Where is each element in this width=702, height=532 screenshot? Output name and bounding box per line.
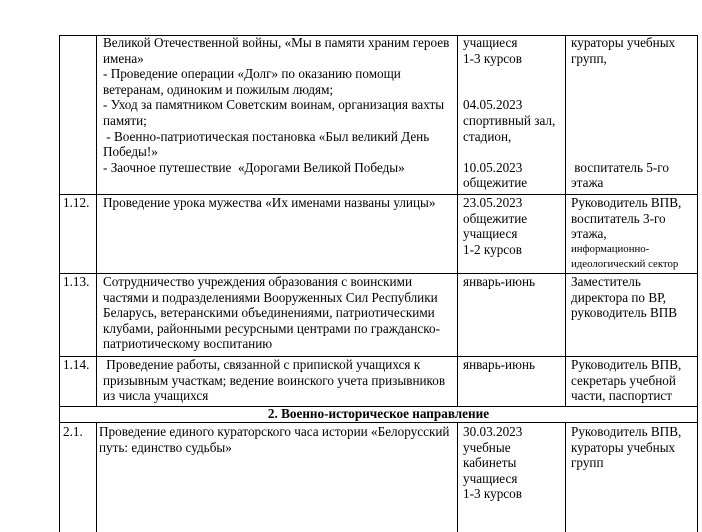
table-border: [457, 35, 458, 406]
event-description: патриотическому воспитанию: [103, 336, 273, 352]
event-responsible: информационно-: [571, 242, 650, 255]
event-responsible: руководитель ВПВ: [571, 305, 678, 321]
event-responsible: воспитатель 5-го: [571, 159, 669, 175]
event-description: путь: единство судьбы»: [99, 439, 232, 455]
table-border: [565, 422, 566, 532]
event-date-place: общежитие: [463, 175, 528, 191]
event-description: призывным участкам; ведение воинского учета призывников: [103, 372, 446, 388]
event-description: памяти;: [103, 113, 147, 128]
event-date-place: учащиеся: [463, 226, 518, 242]
event-date-place: общежитие: [463, 210, 528, 226]
row-number: 1.13.: [63, 274, 90, 289]
table-border: [96, 422, 97, 532]
event-date-place: учащиеся: [463, 470, 518, 486]
event-date-place: 04.05.2023: [463, 97, 523, 113]
event-description: - Уход за памятником Советским воинам, организация вахты: [103, 97, 445, 113]
event-description: имена»: [103, 50, 144, 66]
event-description: ветеранам, одиноким и пожилым людям;: [103, 81, 334, 97]
event-description: Сотрудничество учреждения образования с воинскими: [103, 274, 413, 289]
event-description: клубами, районными ресурсными центрами по гражданско-: [103, 320, 441, 336]
event-responsible: Руководитель ВПВ,: [571, 424, 682, 439]
table-border: [697, 35, 698, 532]
event-responsible: идеологический сектор: [571, 258, 679, 271]
event-date-place: 30.03.2023: [463, 424, 523, 439]
event-responsible: Руководитель ВПВ,: [571, 357, 682, 372]
event-date-place: январь-июнь: [463, 274, 536, 289]
table-border: [96, 35, 97, 406]
event-date-place: спортивный зал,: [463, 113, 556, 128]
event-responsible: этажа,: [571, 226, 607, 242]
event-date-place: 1-2 курсов: [463, 241, 522, 257]
table-border: [59, 35, 60, 532]
row-number: 1.12.: [63, 195, 90, 210]
event-description: Проведение урока мужества «Их именами названы улицы»: [103, 195, 436, 210]
event-description: - Заочное путешествие «Дорогами Великой Победы»: [103, 159, 405, 175]
event-date-place: кабинеты: [463, 455, 517, 471]
row-number: 1.14.: [63, 357, 90, 372]
event-responsible: кураторы учебных: [571, 439, 676, 455]
event-responsible: кураторы учебных: [571, 35, 676, 50]
event-date-place: 1-3 курсов: [463, 50, 522, 66]
event-responsible: этажа: [571, 175, 604, 191]
event-description: Победы!»: [103, 144, 158, 160]
event-date-place: 1-3 курсов: [463, 486, 522, 502]
event-description: из числа учащихся: [103, 388, 209, 404]
event-responsible: групп,: [571, 50, 607, 66]
event-date-place: учебные: [463, 439, 511, 455]
event-description: Беларусь, ветеранскими объединениями, патриотическими: [103, 305, 435, 321]
event-responsible: Руководитель ВПВ,: [571, 195, 682, 210]
section-title: 2. Военно-историческое направление: [267, 406, 490, 421]
event-description: Проведение работы, связанной с припиской учащихся к: [103, 357, 421, 372]
event-responsible: воспитатель 3-го: [571, 210, 666, 226]
event-date-place: стадион,: [463, 128, 512, 144]
row-number: 2.1.: [63, 424, 83, 439]
table-border: [565, 35, 566, 406]
event-description: Проведение единого кураторского часа истории «Белорусский: [99, 424, 450, 439]
event-description: - Военно-патриотическая постановка «Был великий День: [103, 128, 430, 144]
event-responsible: Заместитель: [571, 274, 641, 289]
event-responsible: части, паспортист: [571, 388, 673, 404]
event-description: частями и подразделениями Вооруженных Сил Республики: [103, 289, 438, 305]
event-responsible: директора по ВР,: [571, 289, 667, 305]
event-description: Великой Отечественной войны, «Мы в памяти храним героев: [103, 35, 450, 50]
event-responsible: секретарь учебной: [571, 372, 676, 388]
event-responsible: групп: [571, 455, 604, 471]
event-date-place: 10.05.2023: [463, 159, 523, 175]
table-border: [59, 422, 698, 423]
event-date-place: январь-июнь: [463, 357, 536, 372]
table-border: [457, 422, 458, 532]
event-date-place: 23.05.2023: [463, 195, 523, 210]
event-date-place: учащиеся: [463, 35, 518, 50]
event-description: - Проведение операции «Долг» по оказанию помощи: [103, 66, 401, 82]
